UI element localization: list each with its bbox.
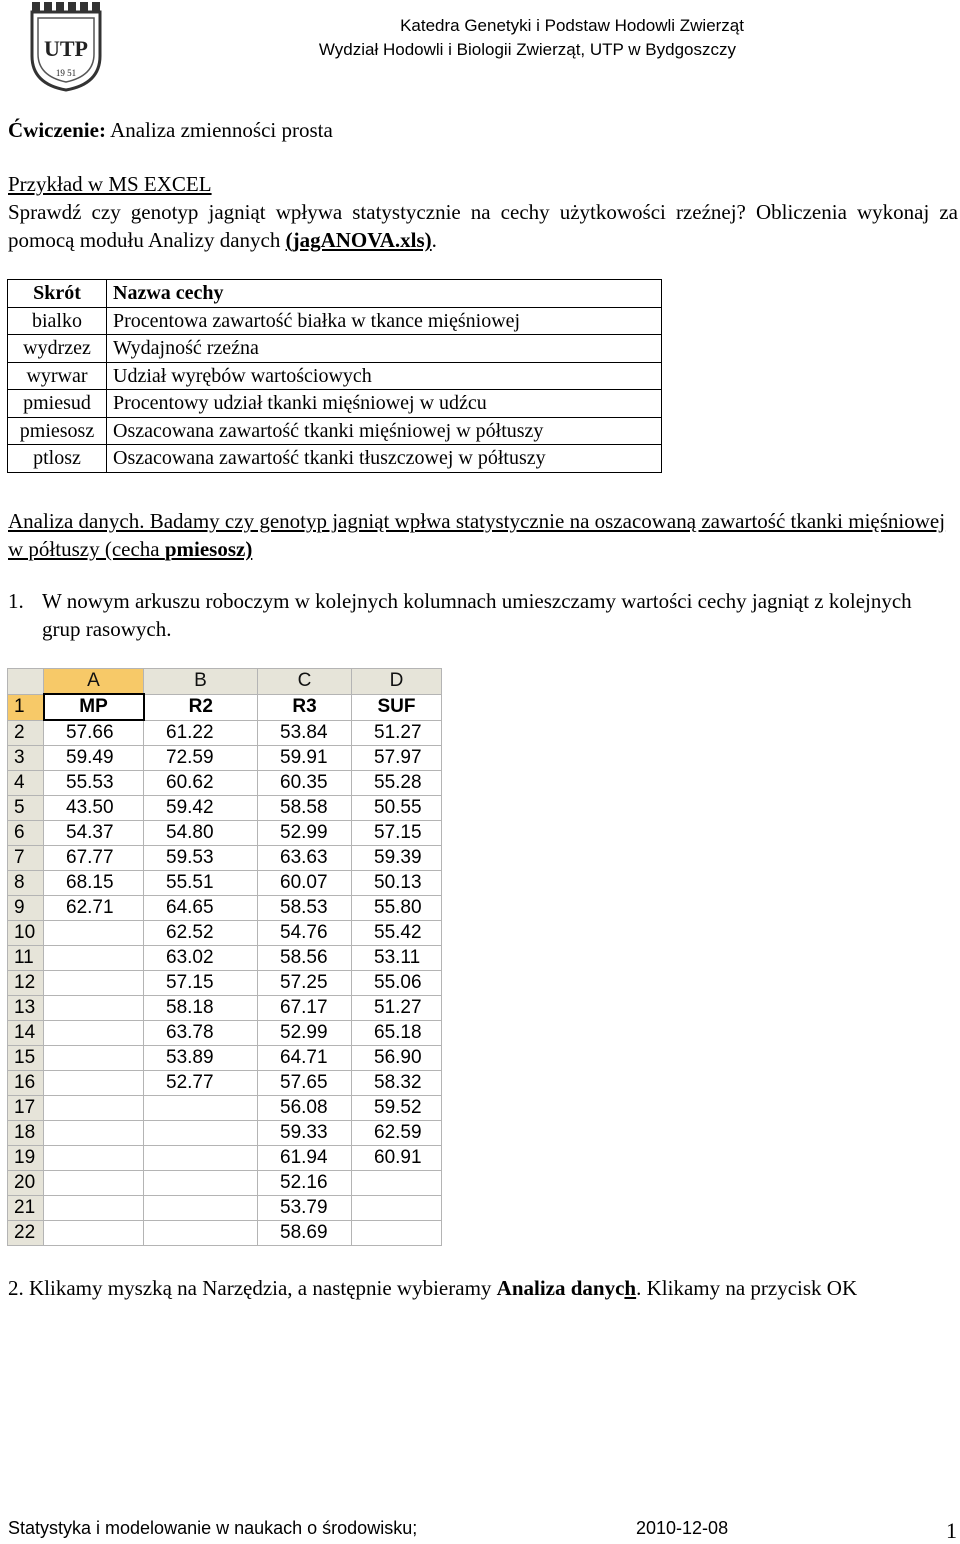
sheet-cell: 59.53 <box>144 846 258 871</box>
footer-date: 2010-12-08 <box>636 1518 729 1538</box>
exercise-title <box>8 116 333 144</box>
table-row <box>8 335 662 363</box>
sheet-cell <box>44 1046 144 1071</box>
sheet-cell: 55.53 <box>44 771 144 796</box>
sheet-cell: 51.27 <box>352 996 442 1021</box>
step1-number: 1. <box>8 589 24 613</box>
row-number: 21 <box>8 1196 44 1221</box>
sheet-cell: 54.76 <box>258 921 352 946</box>
sheet-cell: 55.80 <box>352 896 442 921</box>
task-text: Sprawdź czy genotyp jagniąt wpływa statystycznie na cechy użytkowości rzeźnej? Obliczenia wykonaj za pomocą modułu Analizy danych <box>8 200 958 252</box>
sheet-cell: 61.22 <box>144 720 258 746</box>
sheet-row <box>8 871 442 896</box>
sheet-row <box>8 1146 442 1171</box>
row-number: 10 <box>8 921 44 946</box>
sheet-cell: 55.06 <box>352 971 442 996</box>
sheet-cell <box>44 1071 144 1096</box>
sheet-cell <box>44 946 144 971</box>
sheet-cell: 60.35 <box>258 771 352 796</box>
sheet-row <box>8 720 442 746</box>
institution-line-1: Katedra Genetyki i Podstaw Hodowli Zwierząt <box>400 16 744 35</box>
sheet-cell: 63.78 <box>144 1021 258 1046</box>
header-name: Nazwa cechy <box>107 280 662 308</box>
row-number: 20 <box>8 1171 44 1196</box>
row-number: 15 <box>8 1046 44 1071</box>
sheet-row <box>8 1196 442 1221</box>
sheet-row <box>8 971 442 996</box>
sheet-cell: 55.28 <box>352 771 442 796</box>
sheet-row <box>8 771 442 796</box>
abbr-cell: wydrzez <box>8 335 107 363</box>
page-number: 1 <box>946 1518 957 1543</box>
sheet-cell: 65.18 <box>352 1021 442 1046</box>
table-row <box>8 362 662 390</box>
sheet-cell: 52.16 <box>258 1171 352 1196</box>
sheet-cell <box>352 1171 442 1196</box>
sheet-cell: 56.90 <box>352 1046 442 1071</box>
row-number: 9 <box>8 896 44 921</box>
sheet-cell <box>44 1121 144 1146</box>
column-header-d: D <box>352 669 442 695</box>
step2-text-2: . Klikamy na przycisk OK <box>636 1276 858 1300</box>
sheet-cell: 68.15 <box>44 871 144 896</box>
table-row <box>8 445 662 473</box>
row-number: 12 <box>8 971 44 996</box>
sheet-cell: 57.66 <box>44 720 144 746</box>
step2-paragraph <box>8 1274 958 1302</box>
step2-bold-underlined: h <box>624 1276 637 1300</box>
sheet-cell <box>44 1171 144 1196</box>
row-number: 16 <box>8 1071 44 1096</box>
institution-line-2: Wydział Hodowli i Biologii Zwierząt, UTP w Bydgoszczy <box>318 40 736 59</box>
name-cell: Procentowy udział tkanki mięśniowej w udźcu <box>107 390 662 418</box>
svg-text:19 51: 19 51 <box>55 68 77 78</box>
analysis-paragraph <box>8 507 958 563</box>
sheet-cell: 53.89 <box>144 1046 258 1071</box>
sheet-cell <box>44 921 144 946</box>
row-number: 13 <box>8 996 44 1021</box>
exercise-label: Ćwiczenie: <box>8 118 106 142</box>
row-number: 2 <box>8 720 44 746</box>
row-number: 1 <box>8 694 44 720</box>
abbreviations-table <box>7 279 662 473</box>
sheet-cell <box>44 1021 144 1046</box>
spreadsheet-screenshot <box>7 668 441 1246</box>
table-row <box>8 417 662 445</box>
sheet-cell: 58.53 <box>258 896 352 921</box>
sheet-cell: 56.08 <box>258 1096 352 1121</box>
sheet-row <box>8 1171 442 1196</box>
sheet-cell: 63.63 <box>258 846 352 871</box>
svg-text:UTP: UTP <box>44 36 88 61</box>
task-file: (jagANOVA.xls) <box>285 228 432 252</box>
column-header-row <box>8 669 442 695</box>
row-number: 5 <box>8 796 44 821</box>
row-number: 18 <box>8 1121 44 1146</box>
row-number: 8 <box>8 871 44 896</box>
row-number: 22 <box>8 1221 44 1246</box>
sheet-cell: 57.65 <box>258 1071 352 1096</box>
sheet-cell <box>144 1196 258 1221</box>
name-cell: Wydajność rzeźna <box>107 335 662 363</box>
name-cell: Oszacowana zawartość tkanki tłuszczowej w półtuszy <box>107 445 662 473</box>
sheet-cell: 57.15 <box>352 821 442 846</box>
footer-course: Statystyka i modelowanie w naukach o środowisku; <box>8 1518 418 1538</box>
column-header-a: A <box>44 669 144 695</box>
sheet-cell: 60.91 <box>352 1146 442 1171</box>
abbr-cell: wyrwar <box>8 362 107 390</box>
row-number: 17 <box>8 1096 44 1121</box>
sheet-cell: 58.32 <box>352 1071 442 1096</box>
sheet-cell: 57.25 <box>258 971 352 996</box>
sheet-row <box>8 946 442 971</box>
sheet-header-cell: R3 <box>258 694 352 720</box>
sheet-cell: 43.50 <box>44 796 144 821</box>
analysis-text: Analiza danych. Badamy czy genotyp jagniąt wpłwa statystycznie na oszacowaną zawartość tkanki mięśniowej w półtuszy (cecha <box>8 509 946 561</box>
sheet-cell: 58.69 <box>258 1221 352 1246</box>
sheet-cell <box>144 1171 258 1196</box>
sheet-cell: 51.27 <box>352 720 442 746</box>
name-cell: Oszacowana zawartość tkanki mięśniowej w półtuszy <box>107 417 662 445</box>
sheet-row <box>8 746 442 771</box>
sheet-cell: 50.55 <box>352 796 442 821</box>
step2-text-1: 2. Klikamy myszką na Narzędzia, a następnie wybieramy <box>8 1276 497 1300</box>
sheet-cell <box>352 1221 442 1246</box>
column-header-b: B <box>144 669 258 695</box>
sheet-cell <box>144 1121 258 1146</box>
sheet-cell: 57.15 <box>144 971 258 996</box>
table-row <box>8 390 662 418</box>
sheet-cell: 59.52 <box>352 1096 442 1121</box>
sheet-row <box>8 846 442 871</box>
row-number: 11 <box>8 946 44 971</box>
name-cell: Udział wyrębów wartościowych <box>107 362 662 390</box>
sheet-cell: 55.51 <box>144 871 258 896</box>
sheet-cell <box>352 1196 442 1221</box>
sheet-cell: 62.71 <box>44 896 144 921</box>
sheet-cell: 59.42 <box>144 796 258 821</box>
sheet-row <box>8 1221 442 1246</box>
name-cell: Procentowa zawartość białka w tkance mięśniowej <box>107 307 662 335</box>
sheet-cell: 62.59 <box>352 1121 442 1146</box>
sheet-cell: 62.52 <box>144 921 258 946</box>
sheet-cell: 57.97 <box>352 746 442 771</box>
sheet-row <box>8 896 442 921</box>
sheet-row <box>8 1071 442 1096</box>
sheet-cell: 54.80 <box>144 821 258 846</box>
sheet-cell: 52.99 <box>258 821 352 846</box>
row-number: 7 <box>8 846 44 871</box>
sheet-cell: 55.42 <box>352 921 442 946</box>
sheet-cell: 58.58 <box>258 796 352 821</box>
sheet-cell: 58.18 <box>144 996 258 1021</box>
sheet-cell <box>44 1096 144 1121</box>
sheet-cell: 59.33 <box>258 1121 352 1146</box>
table-row <box>8 307 662 335</box>
sheet-header-cell: R2 <box>144 694 258 720</box>
row-number: 3 <box>8 746 44 771</box>
row-number: 4 <box>8 771 44 796</box>
sheet-cell: 59.49 <box>44 746 144 771</box>
header-abbr: Skrót <box>8 280 107 308</box>
sheet-row <box>8 921 442 946</box>
sheet-row <box>8 796 442 821</box>
abbr-cell: pmiesosz <box>8 417 107 445</box>
step2-bold <box>497 1276 636 1300</box>
sheet-cell: 67.77 <box>44 846 144 871</box>
row-number: 6 <box>8 821 44 846</box>
sheet-cell <box>144 1146 258 1171</box>
sheet-row <box>8 694 442 720</box>
sheet-cell: 72.59 <box>144 746 258 771</box>
abbr-cell: pmiesud <box>8 390 107 418</box>
sheet-cell: 58.56 <box>258 946 352 971</box>
sheet-row <box>8 1046 442 1071</box>
sheet-row <box>8 996 442 1021</box>
sheet-header-cell: MP <box>44 694 144 720</box>
sheet-cell: 59.39 <box>352 846 442 871</box>
sheet-cell: 60.62 <box>144 771 258 796</box>
sheet-row <box>8 1096 442 1121</box>
sheet-cell: 52.77 <box>144 1071 258 1096</box>
university-logo <box>28 0 104 92</box>
sheet-cell <box>144 1096 258 1121</box>
sheet-cell: 53.79 <box>258 1196 352 1221</box>
sheet-cell: 52.99 <box>258 1021 352 1046</box>
sheet-cell <box>44 996 144 1021</box>
column-header-c: C <box>258 669 352 695</box>
sheet-row <box>8 821 442 846</box>
sheet-cell: 50.13 <box>352 871 442 896</box>
sheet-cell: 59.91 <box>258 746 352 771</box>
sheet-cell <box>44 971 144 996</box>
sheet-header-cell: SUF <box>352 694 442 720</box>
abbr-cell: bialko <box>8 307 107 335</box>
sheet-cell: 63.02 <box>144 946 258 971</box>
sheet-cell: 64.71 <box>258 1046 352 1071</box>
sheet-row <box>8 1021 442 1046</box>
sheet-cell <box>44 1196 144 1221</box>
analysis-trait: pmiesosz) <box>164 537 253 561</box>
sheet-cell <box>144 1221 258 1246</box>
task-end: . <box>431 228 437 252</box>
exercise-name: Analiza zmienności prosta <box>110 118 333 142</box>
sheet-row <box>8 1121 442 1146</box>
row-number: 19 <box>8 1146 44 1171</box>
abbr-cell: ptlosz <box>8 445 107 473</box>
sheet-cell: 61.94 <box>258 1146 352 1171</box>
sheet-cell: 53.11 <box>352 946 442 971</box>
sheet-cell: 64.65 <box>144 896 258 921</box>
sheet-cell: 60.07 <box>258 871 352 896</box>
sheet-cell <box>44 1146 144 1171</box>
row-number: 14 <box>8 1021 44 1046</box>
table-header-row <box>8 280 662 308</box>
sheet-cell: 53.84 <box>258 720 352 746</box>
sheet-cell: 67.17 <box>258 996 352 1021</box>
example-heading: Przykład w MS EXCEL <box>8 172 212 196</box>
task-paragraph <box>8 198 958 254</box>
sheet-cell: 54.37 <box>44 821 144 846</box>
step1-text: W nowym arkuszu roboczym w kolejnych kolumnach umieszczamy wartości cechy jagniąt z kolejnych grup rasowych. <box>42 589 912 641</box>
step2-bold-part: Analiza danyc <box>496 1276 625 1300</box>
corner-cell <box>8 669 44 695</box>
sheet-cell <box>44 1221 144 1246</box>
